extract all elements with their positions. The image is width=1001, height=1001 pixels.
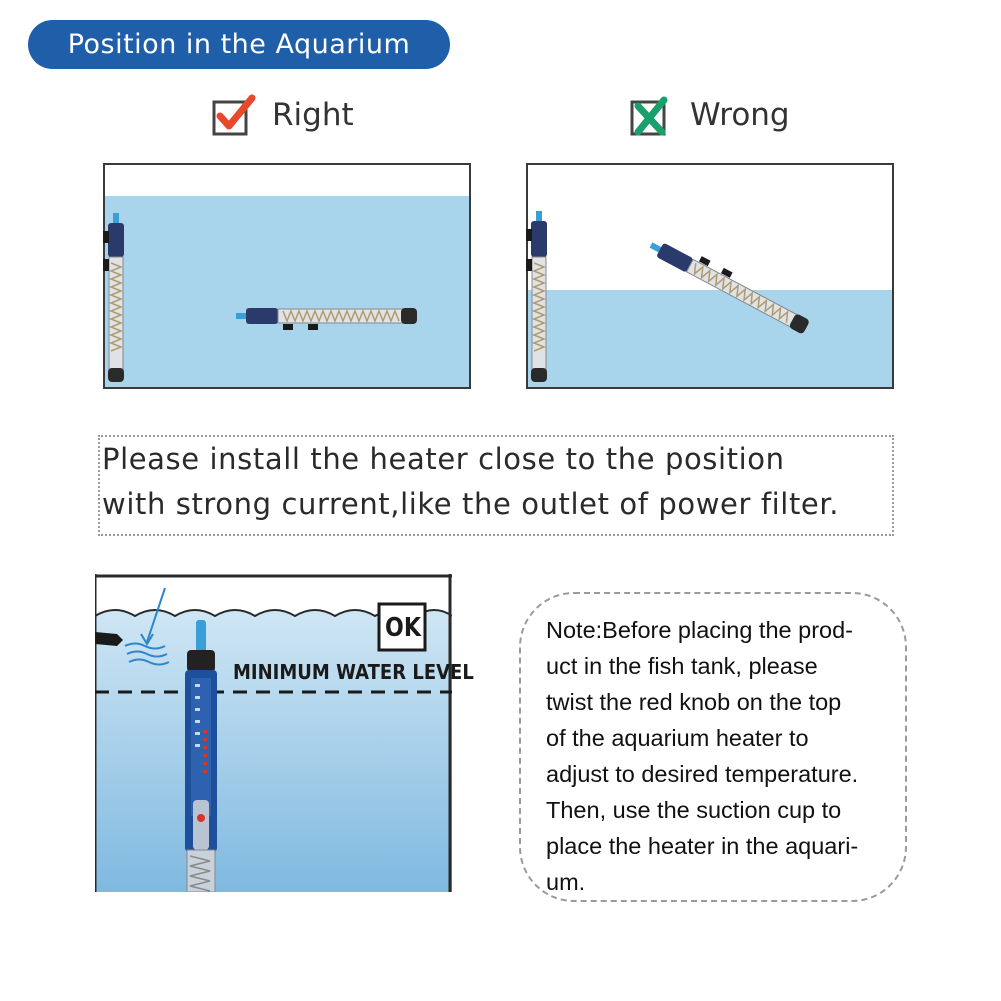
wrong-label-text: Wrong — [690, 97, 790, 133]
minimum-water-level-illustration — [95, 574, 474, 892]
note-box — [519, 592, 907, 902]
right-position-illustration — [103, 163, 471, 389]
checkmark-icon — [212, 94, 254, 136]
minimum-water-level-label: MINIMUM WATER LEVEL — [233, 660, 474, 684]
instruction-line-2: with strong current,like the outlet of power filter. — [102, 487, 840, 521]
heater-illustration — [185, 620, 217, 892]
note-line: Note:Before placing the prod- — [546, 617, 853, 643]
ok-badge: OK — [385, 613, 421, 643]
note-line: um. — [546, 869, 586, 895]
section-title: Position in the Aquarium — [28, 20, 450, 69]
right-label-text: Right — [272, 97, 354, 133]
note-line: Then, use the suction cup to — [546, 797, 842, 823]
cross-icon — [630, 94, 672, 136]
note-line: adjust to desired temperature. — [546, 761, 859, 787]
right-label — [212, 94, 354, 136]
instruction-line-1: Please install the heater close to the position — [102, 442, 785, 476]
note-line: place the heater in the aquari- — [546, 833, 859, 859]
wrong-label — [630, 94, 790, 136]
note-line: twist the red knob on the top — [546, 689, 842, 715]
note-line: uct in the fish tank, please — [546, 653, 818, 679]
instruction-text-box — [98, 435, 894, 536]
note-line: of the aquarium heater to — [546, 725, 809, 751]
wrong-position-illustration — [526, 163, 894, 389]
